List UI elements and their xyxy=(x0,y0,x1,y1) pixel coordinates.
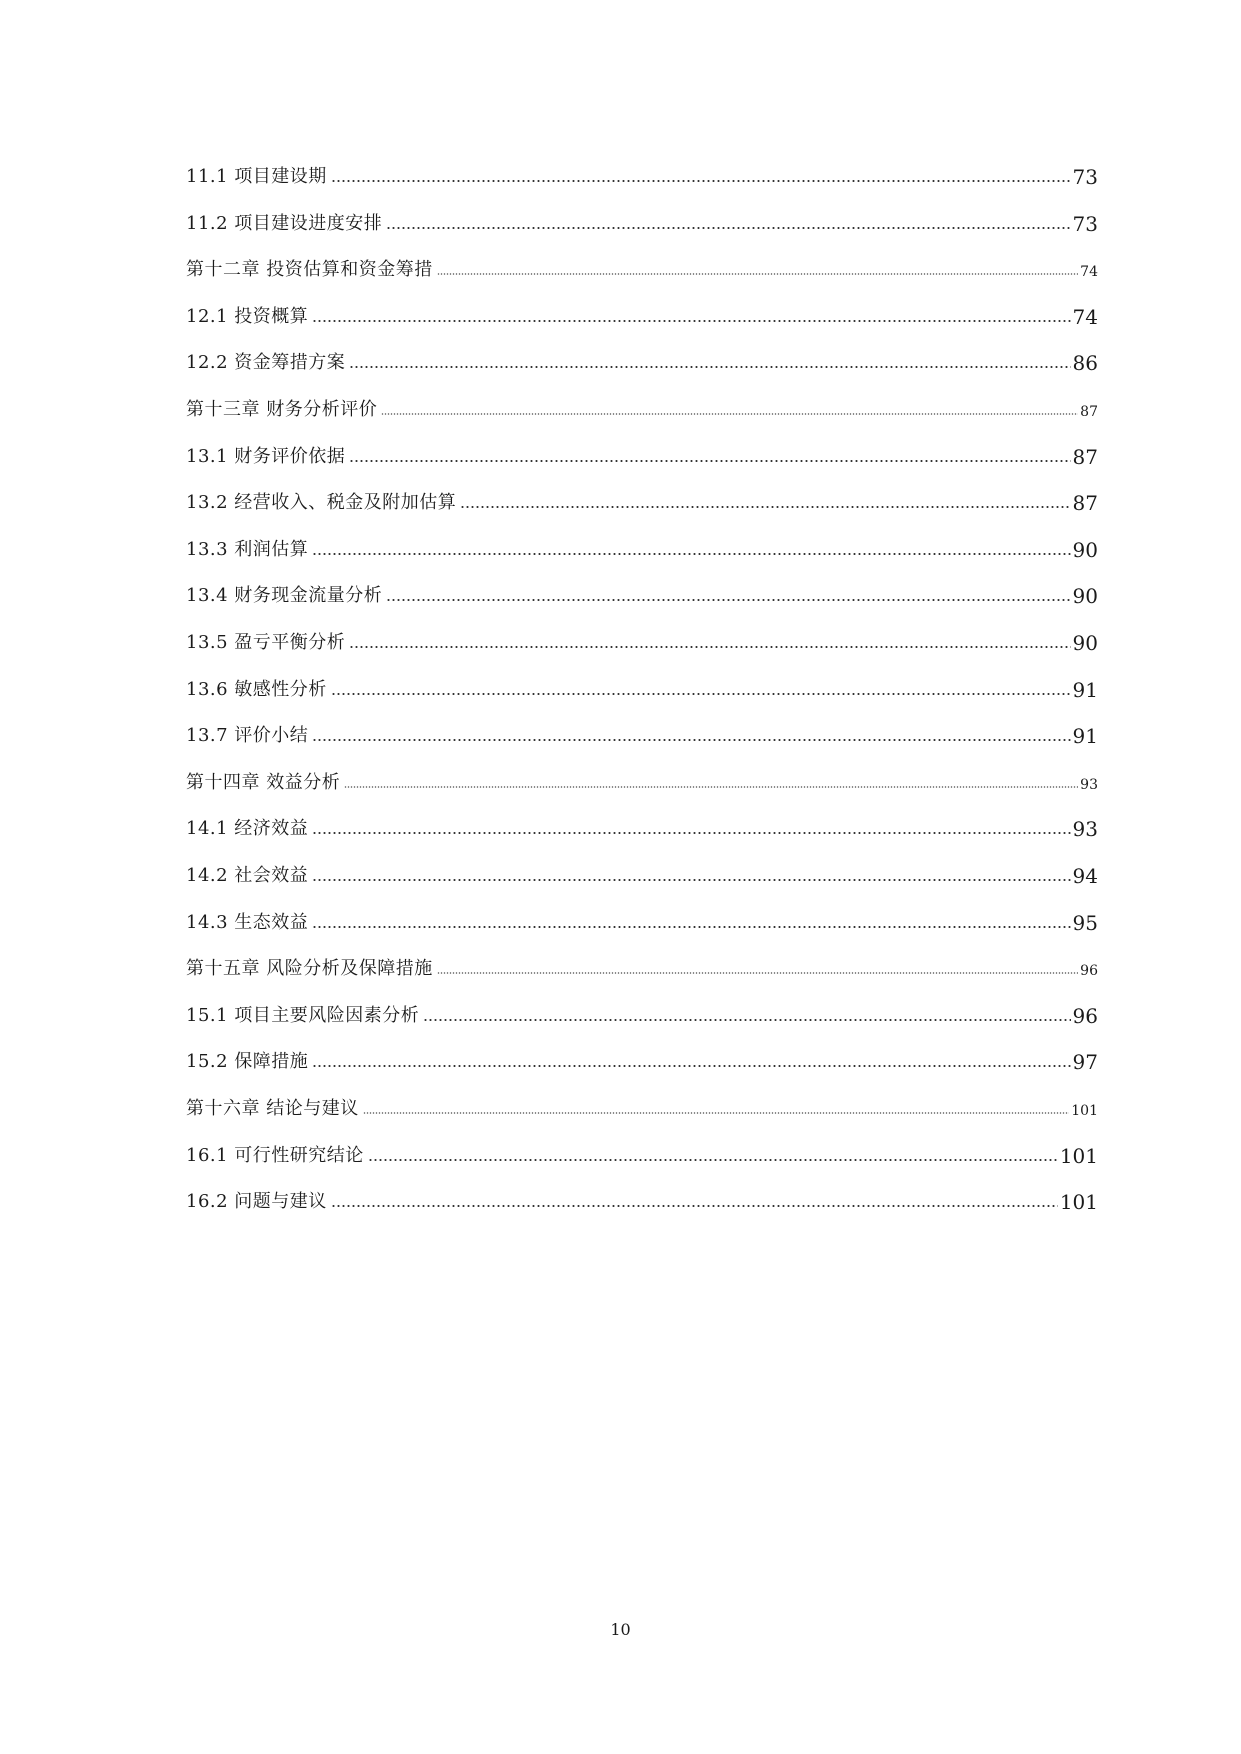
toc-entry-label: 14.1 经济效益 xyxy=(186,818,309,840)
toc-entry-page-number: 87 xyxy=(1072,491,1098,516)
toc-section-entry[interactable] xyxy=(186,1051,1098,1073)
toc-section-entry[interactable] xyxy=(186,1145,1098,1167)
toc-entry-label: 第十六章 结论与建议 xyxy=(186,1098,359,1119)
toc-dot-leader xyxy=(368,1158,1058,1162)
toc-section-entry[interactable] xyxy=(186,632,1098,654)
toc-entry-label: 16.1 可行性研究结论 xyxy=(186,1144,364,1166)
toc-section-entry[interactable] xyxy=(186,865,1098,887)
toc-entry-page-number: 74 xyxy=(1080,264,1098,281)
toc-section-entry[interactable] xyxy=(186,585,1098,607)
toc-section-entry[interactable] xyxy=(186,539,1098,561)
toc-dot-leader xyxy=(312,319,1070,323)
toc-section-entry[interactable] xyxy=(186,1191,1098,1213)
toc-entry-label: 13.6 敏感性分析 xyxy=(186,678,327,700)
toc-entry-page-number: 90 xyxy=(1072,584,1098,609)
toc-section-entry[interactable] xyxy=(186,352,1098,374)
toc-entry-page-number: 91 xyxy=(1072,677,1098,702)
toc-entry-page-number: 101 xyxy=(1059,1190,1098,1215)
toc-dot-leader xyxy=(460,505,1070,509)
toc-entry-label: 12.2 资金筹措方案 xyxy=(186,352,346,374)
toc-entry-page-number: 93 xyxy=(1072,817,1098,842)
toc-dot-leader xyxy=(331,179,1071,183)
toc-chapter-entry[interactable] xyxy=(186,772,1098,794)
toc-entry-label: 第十五章 风险分析及保障措施 xyxy=(186,958,433,980)
toc-section-entry[interactable] xyxy=(186,213,1098,235)
toc-entry-page-number: 95 xyxy=(1072,910,1098,935)
toc-entry-label: 16.2 问题与建议 xyxy=(186,1191,327,1213)
toc-entry-page-number: 86 xyxy=(1072,351,1098,376)
toc-entry-label: 11.2 项目建设进度安排 xyxy=(186,212,383,234)
toc-dot-leader xyxy=(312,878,1070,882)
toc-chapter-entry[interactable] xyxy=(186,259,1098,281)
toc-entry-page-number: 74 xyxy=(1072,304,1098,329)
toc-entry-label: 13.7 评价小结 xyxy=(186,725,309,747)
toc-dot-leader xyxy=(437,272,1078,276)
toc-entry-page-number: 87 xyxy=(1072,444,1098,469)
toc-entry-label: 15.2 保障措施 xyxy=(186,1051,309,1073)
toc-section-entry[interactable] xyxy=(186,818,1098,840)
toc-entry-page-number: 94 xyxy=(1072,864,1098,888)
toc-dot-leader xyxy=(381,412,1078,416)
toc-entry-page-number: 93 xyxy=(1080,776,1098,793)
toc-section-entry[interactable] xyxy=(186,306,1098,328)
toc-dot-leader xyxy=(386,598,1070,602)
toc-entry-page-number: 73 xyxy=(1072,211,1098,236)
page-number: 10 xyxy=(610,1620,631,1639)
toc-entry-label: 13.3 利润估算 xyxy=(186,538,309,560)
toc-entry-label: 13.4 财务现金流量分析 xyxy=(186,585,383,607)
toc-dot-leader xyxy=(363,1111,1070,1115)
toc-entry-page-number: 90 xyxy=(1072,537,1098,562)
toc-dot-leader xyxy=(349,459,1070,463)
toc-dot-leader xyxy=(312,552,1070,556)
toc-dot-leader xyxy=(423,1018,1070,1022)
toc-entry-page-number: 87 xyxy=(1080,404,1098,420)
toc-chapter-entry[interactable] xyxy=(186,399,1098,421)
toc-entry-label: 15.1 项目主要风险因素分析 xyxy=(186,1004,420,1026)
toc-section-entry[interactable] xyxy=(186,492,1098,514)
toc-dot-leader xyxy=(344,785,1078,789)
toc-entry-page-number: 90 xyxy=(1072,631,1098,655)
toc-entry-page-number: 97 xyxy=(1072,1050,1098,1075)
toc-entry-label: 第十三章 财务分析评价 xyxy=(186,399,378,420)
toc-entry-label: 13.5 盈亏平衡分析 xyxy=(186,632,346,653)
toc-dot-leader xyxy=(437,971,1078,975)
toc-entry-page-number: 96 xyxy=(1080,963,1098,980)
toc-section-entry[interactable] xyxy=(186,166,1098,188)
toc-entry-label: 13.1 财务评价依据 xyxy=(186,445,346,467)
toc-entry-page-number: 73 xyxy=(1072,165,1098,189)
toc-entry-label: 12.1 投资概算 xyxy=(186,305,309,327)
toc-dot-leader xyxy=(312,1064,1070,1068)
toc-section-entry[interactable] xyxy=(186,446,1098,468)
toc-chapter-entry[interactable] xyxy=(186,958,1098,980)
toc-dot-leader xyxy=(349,645,1070,649)
toc-dot-leader xyxy=(386,226,1070,230)
toc-entry-page-number: 91 xyxy=(1072,724,1098,749)
toc-entry-label: 13.2 经营收入、税金及附加估算 xyxy=(186,492,457,514)
toc-entry-page-number: 96 xyxy=(1072,1003,1098,1028)
toc-section-entry[interactable] xyxy=(186,725,1098,747)
toc-dot-leader xyxy=(312,738,1070,742)
toc-section-entry[interactable] xyxy=(186,679,1098,701)
toc-dot-leader xyxy=(349,365,1070,369)
toc-entry-label: 第十二章 投资估算和资金筹措 xyxy=(186,259,433,281)
toc-entry-label: 11.1 项目建设期 xyxy=(186,166,327,187)
toc-dot-leader xyxy=(331,692,1071,696)
toc-section-entry[interactable] xyxy=(186,912,1098,934)
toc-entry-label: 14.3 生态效益 xyxy=(186,911,309,933)
toc-dot-leader xyxy=(331,1204,1058,1208)
toc-dot-leader xyxy=(312,925,1070,929)
toc-entry-page-number: 101 xyxy=(1059,1143,1098,1168)
toc-entry-label: 14.2 社会效益 xyxy=(186,865,309,886)
toc-section-entry[interactable] xyxy=(186,1005,1098,1027)
toc-entry-label: 第十四章 效益分析 xyxy=(186,771,341,793)
toc-dot-leader xyxy=(312,831,1070,835)
toc-entry-page-number: 101 xyxy=(1071,1103,1098,1119)
toc-chapter-entry[interactable] xyxy=(186,1098,1098,1120)
